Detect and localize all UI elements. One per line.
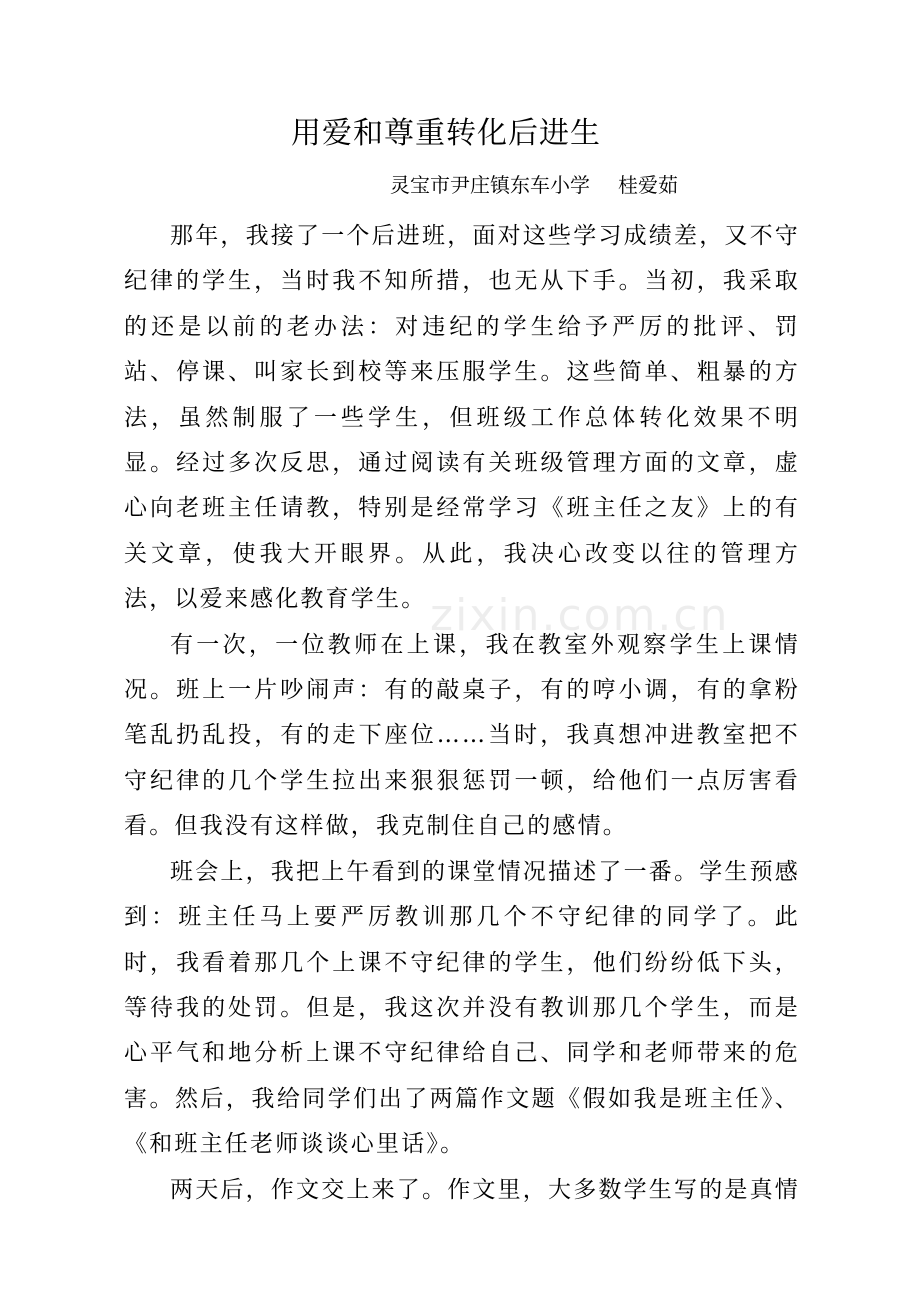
paragraph-2: 有一次，一位教师在上课，我在教室外观察学生上课情况。班上一片吵闹声：有的敲桌子，有的哼小调，有的拿粉笔乱扔乱投，有的走下座位……当时，我真想冲进教室把不守纪律的几个学生拉出来狠狠惩罚一顿，给他们一点厉害看看。但我没有这样做，我克制住自己的感情。: [124, 631, 800, 840]
paragraph-4: 两天后，作文交上来了。作文里，大多数学生写的是真情: [170, 1176, 800, 1203]
document-title: 用爱和尊重转化后进生: [291, 116, 601, 151]
author-name: 桂爱茹: [618, 173, 678, 197]
watermark: zixin.com.cn: [430, 590, 730, 641]
document-body: [124, 214, 800, 1213]
school-name: 灵宝市尹庄镇东车小学: [390, 173, 590, 197]
byline: [390, 170, 710, 200]
paragraph-3: 班会上，我把上午看到的课堂情况描述了一番。学生预感到：班主任马上要严厉教训那几个不守纪律的同学了。此时，我看着那几个上课不守纪律的学生，他们纷纷低下头，等待我的处罚。但是，我这次并没有教训那几个学生，而是心平气和地分析上课不守纪律给自己、同学和老师带来的危害。然后，我给同学们出了两篇作文题《假如我是班主任》、《和班主任老师谈谈心里话》。: [124, 858, 800, 1158]
paragraph-1: 那年，我接了一个后进班，面对这些学习成绩差，又不守纪律的学生，当时我不知所措，也无从下手。当初，我采取的还是以前的老办法：对违纪的学生给予严厉的批评、罚站、停课、叫家长到校等来压服学生。这些简单、粗暴的方法，虽然制服了一些学生，但班级工作总体转化效果不明显。经过多次反思，通过阅读有关班级管理方面的文章，虚心向老班主任请教，特别是经常学习《班主任之友》上的有关文章，使我大开眼界。从此，我决心改变以往的管理方法，以爱来感化教育学生。: [124, 223, 800, 613]
